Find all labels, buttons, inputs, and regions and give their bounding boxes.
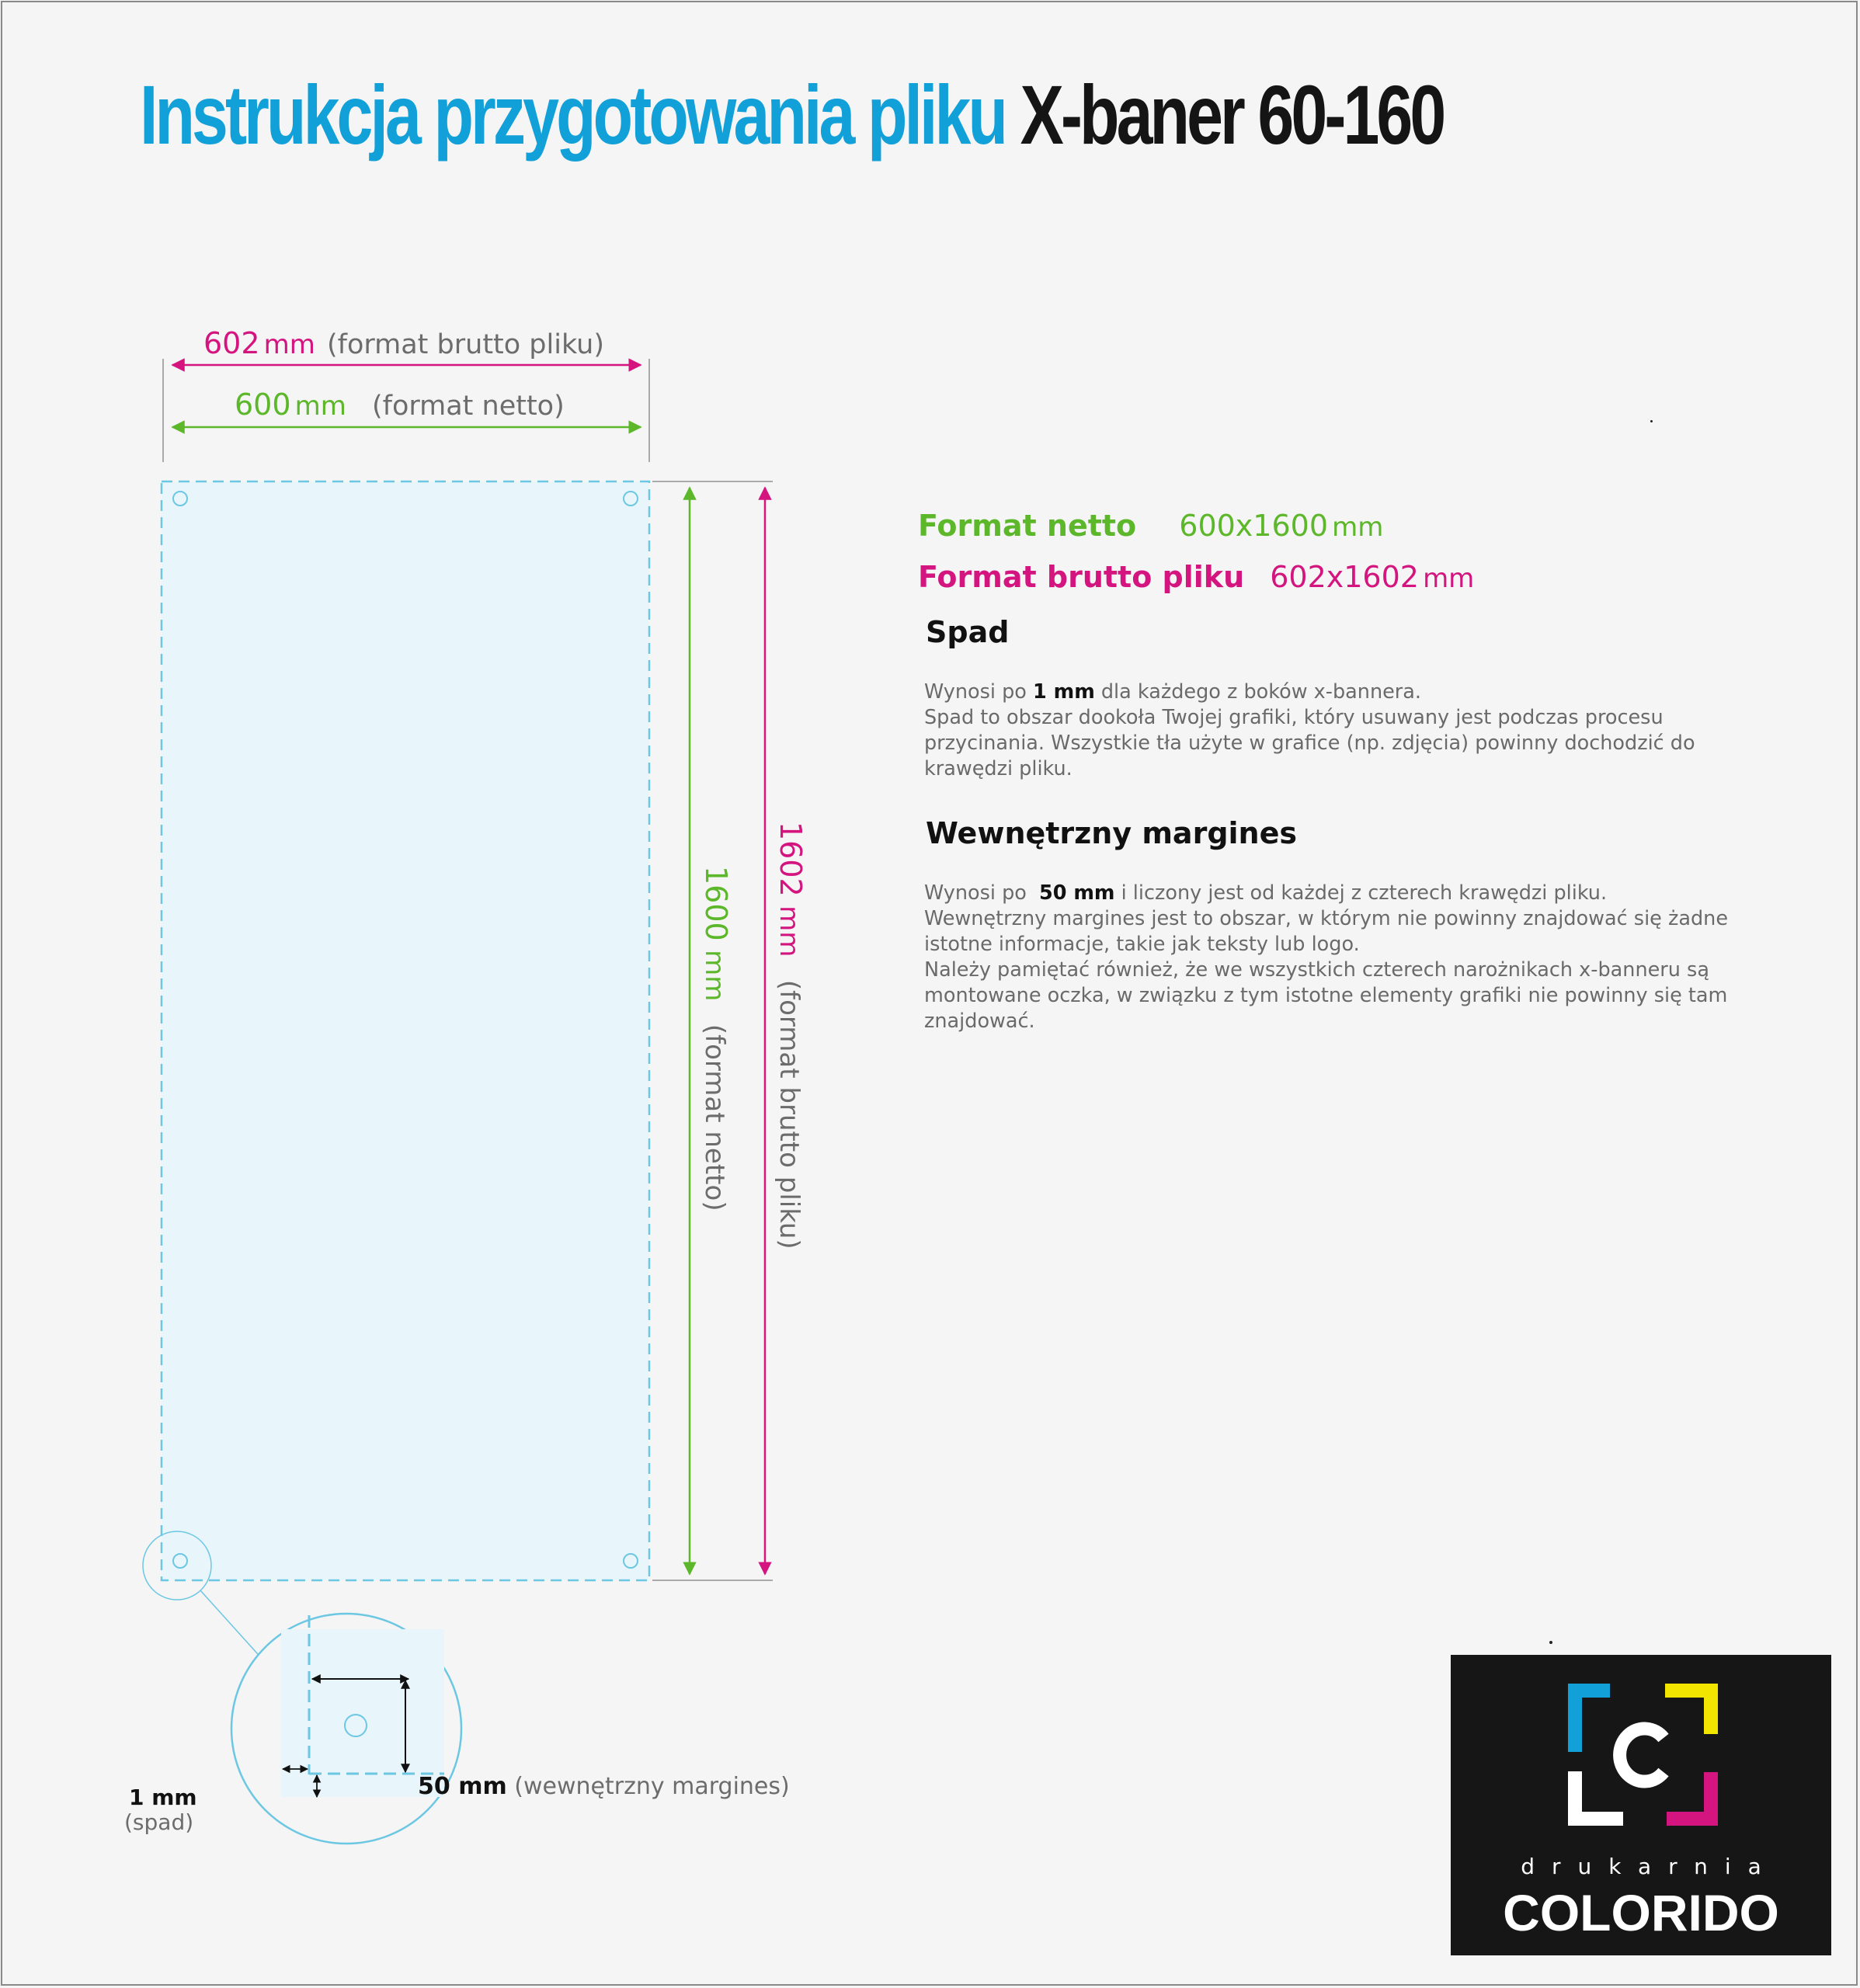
brutto-width-label [203, 326, 604, 360]
format-netto-unit: mm [1332, 512, 1384, 543]
brutto-height-note: (format brutto pliku) [774, 979, 805, 1249]
netto-width-note: (format netto) [371, 391, 565, 422]
banner-area [162, 481, 649, 1580]
format-brutto-unit: mm [1423, 563, 1475, 594]
margin-line-3: Należy pamiętać również, że we wszystkich czterech narożnikach x-banneru są montowane oczka, w związku z tym istotne elementy grafiki nie powinny się tam znajdować. [924, 958, 1728, 1033]
netto-width-label [235, 388, 565, 422]
brutto-width-value: 602 [203, 326, 260, 360]
brutto-height-unit: mm [774, 905, 805, 958]
format-brutto-label: Format brutto pliku [918, 560, 1245, 594]
format-netto-value: 600x1600 [1179, 509, 1328, 543]
brutto-height-label [774, 822, 808, 1249]
netto-height-label [699, 866, 733, 1211]
netto-height-value: 1600 [699, 866, 733, 941]
stray-dot [1650, 420, 1653, 422]
spad-heading: Spad [926, 615, 1010, 649]
format-netto-label: Format netto [918, 509, 1137, 543]
logo-name: COLORIDO [1503, 1884, 1779, 1941]
spad-note-label: (spad) [124, 1809, 194, 1835]
logo-tagline: drukarnia [1521, 1854, 1778, 1879]
spad-line-1: Wynosi po 1 mm dla każdego z boków x-bannera. [924, 680, 1422, 704]
title-product: X-baner 60-160 [1020, 68, 1444, 162]
margin-note-label: (wewnętrzny margines) [514, 1773, 790, 1800]
detail-banner-fill [281, 1629, 444, 1797]
format-brutto-value: 602x1602 [1270, 560, 1419, 594]
spad-value-label: 1 mm [129, 1785, 197, 1810]
margin-heading: Wewnętrzny margines [926, 816, 1297, 850]
margin-line-2: Wewnętrzny margines jest to obszar, w którym nie powinny znajdować się żadne istotne informacje, takie jak teksty lub logo. [924, 907, 1729, 956]
netto-height-unit: mm [699, 950, 730, 1002]
format-netto-row [918, 509, 1383, 543]
margin-line-1: Wynosi po 50 mm i liczony jest od każdej z czterech krawędzi pliku. [924, 881, 1608, 905]
spad-line-2: Spad to obszar dookoła Twojej grafiki, który usuwany jest podczas procesu przycinania. Wszystkie tła użyte w grafice (np. zdjęcia) powinny dochodzić do krawędzi pliku. [924, 706, 1695, 780]
colorido-logo-mark [1451, 1655, 1831, 1849]
format-brutto-row [918, 560, 1474, 594]
spad-text [924, 679, 1778, 782]
title-main: Instrukcja przygotowania pliku [140, 68, 1006, 162]
margin-text [924, 881, 1778, 1034]
stray-dot [1549, 1641, 1552, 1644]
netto-height-note: (format netto) [699, 1024, 730, 1211]
margin-value-label: 50 mm [418, 1773, 507, 1800]
margin-detail-label [418, 1773, 790, 1800]
brutto-width-note: (format brutto pliku) [326, 329, 604, 360]
netto-width-value: 600 [235, 388, 291, 422]
brutto-width-unit: mm [263, 329, 315, 360]
colorido-logo [1451, 1655, 1831, 1955]
brutto-height-value: 1602 [774, 822, 808, 897]
netto-width-unit: mm [294, 391, 346, 422]
